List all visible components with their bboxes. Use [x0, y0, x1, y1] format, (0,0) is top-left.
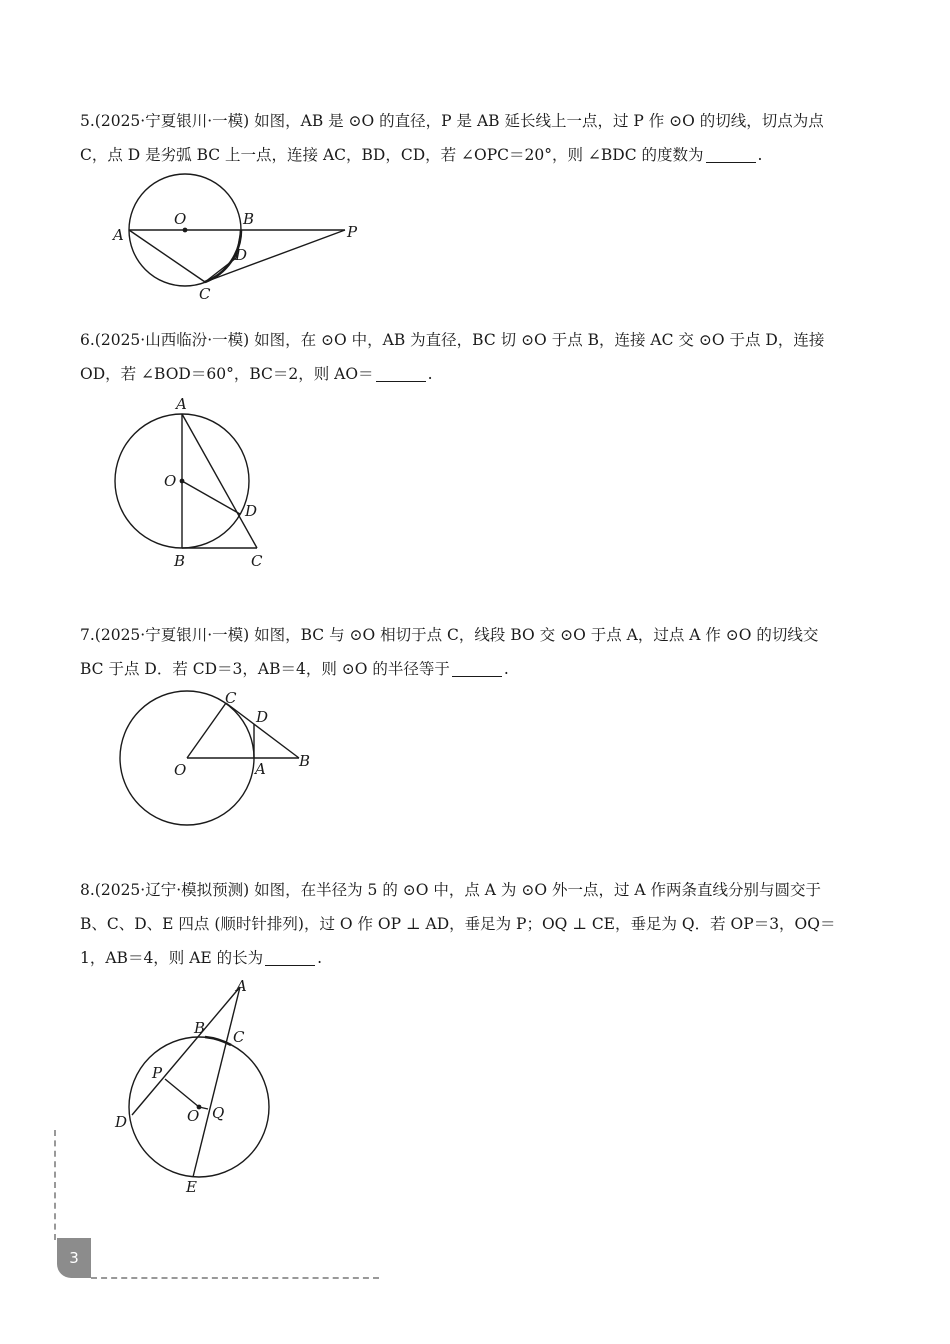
label-d: D [235, 246, 248, 264]
problem-6-line-2 [80, 357, 880, 391]
problem-text: (2025·宁夏银川·一模) 如图，BC 与 ⊙O 相切于点 C，线段 BO 交 ⊙O 于点 A，过点 A 作 ⊙O 的切线交 [94, 626, 819, 644]
figure-5 [110, 170, 380, 310]
problem-5 [80, 104, 880, 172]
problem-text: C，点 D 是劣弧 BC 上一点，连接 AC，BD，CD，若 ∠OPC＝20°，则 ∠BDC 的度数为 [80, 146, 704, 164]
line-od [182, 481, 240, 514]
problem-number: 5. [80, 112, 95, 130]
period: . [503, 660, 509, 678]
line-pc [205, 230, 345, 282]
problem-number: 8. [80, 881, 95, 899]
figure-8 [105, 975, 305, 1200]
period: . [757, 146, 763, 164]
label-o: O [174, 761, 187, 779]
problem-number: 7. [80, 626, 95, 644]
label-b: B [243, 210, 255, 228]
problem-8-line-2 [80, 907, 880, 941]
problem-7 [80, 618, 880, 686]
label-b: B [194, 1019, 206, 1037]
label-a: A [176, 395, 187, 413]
label-d: D [115, 1113, 128, 1131]
answer-blank[interactable] [376, 366, 426, 383]
problem-6-line-1 [80, 323, 880, 357]
problem-text: B、C、D、E 四点 (顺时针排列)，过 O 作 OP ⊥ AD，垂足为 P；OQ ⊥ CE，垂足为 Q．若 OP＝3，OQ＝ [80, 915, 836, 933]
label-o: O [187, 1107, 200, 1125]
label-e: E [186, 1178, 197, 1196]
period: . [317, 949, 323, 967]
problem-7-line-2 [80, 652, 880, 686]
line-op [165, 1079, 199, 1107]
center-point [183, 228, 188, 233]
problem-text: (2025·辽宁·模拟预测) 如图，在半径为 5 的 ⊙O 中，点 A 为 ⊙O 外一点，过 A 作两条直线分别与圆交于 [94, 881, 822, 899]
line-ac [129, 230, 205, 282]
page-bottom-dashed-line [91, 1277, 379, 1279]
label-d: D [245, 502, 258, 520]
label-o: O [174, 210, 187, 228]
problem-number: 6. [80, 331, 95, 349]
label-b: B [299, 752, 311, 770]
label-a: A [113, 226, 124, 244]
figure-6 [105, 390, 275, 570]
label-d: D [256, 708, 269, 726]
label-a: A [236, 977, 247, 995]
label-c: C [199, 285, 211, 303]
page-number: 3 [57, 1238, 91, 1278]
problem-5-line-2 [80, 138, 880, 172]
answer-blank[interactable] [706, 147, 756, 164]
problem-8 [80, 873, 880, 975]
period: . [427, 365, 433, 383]
label-o: O [164, 472, 177, 490]
label-c: C [233, 1028, 245, 1046]
label-c: C [251, 552, 263, 570]
answer-blank[interactable] [452, 661, 502, 678]
problem-8-line-1 [80, 873, 880, 907]
page-corner-dashed-line [54, 1130, 56, 1240]
answer-blank[interactable] [265, 950, 315, 967]
label-c: C [225, 689, 237, 707]
problem-text: 1，AB＝4，则 AE 的长为 [80, 949, 264, 967]
problem-text: (2025·宁夏银川·一模) 如图，AB 是 ⊙O 的直径，P 是 AB 延长线上一点，过 P 作 ⊙O 的切线，切点为点 [94, 112, 824, 130]
problem-6 [80, 323, 880, 391]
problem-text: OD，若 ∠BOD＝60°，BC＝2，则 AO＝ [80, 365, 374, 383]
problem-5-line-1 [80, 104, 880, 138]
label-q: Q [212, 1104, 225, 1122]
label-p: P [347, 223, 358, 241]
line-ac [182, 414, 257, 548]
problem-text: BC 于点 D．若 CD＝3，AB＝4，则 ⊙O 的半径等于 [80, 660, 450, 678]
label-b: B [174, 552, 186, 570]
center-point [180, 479, 185, 484]
label-a: A [255, 760, 266, 778]
label-p: P [152, 1064, 163, 1082]
problem-text: (2025·山西临汾·一模) 如图，在 ⊙O 中，AB 为直径，BC 切 ⊙O 于点 B，连接 AC 交 ⊙O 于点 D，连接 [94, 331, 825, 349]
line-oc [187, 703, 226, 758]
problem-8-line-3 [80, 941, 880, 975]
problem-7-line-1 [80, 618, 880, 652]
figure-7 [110, 685, 330, 835]
